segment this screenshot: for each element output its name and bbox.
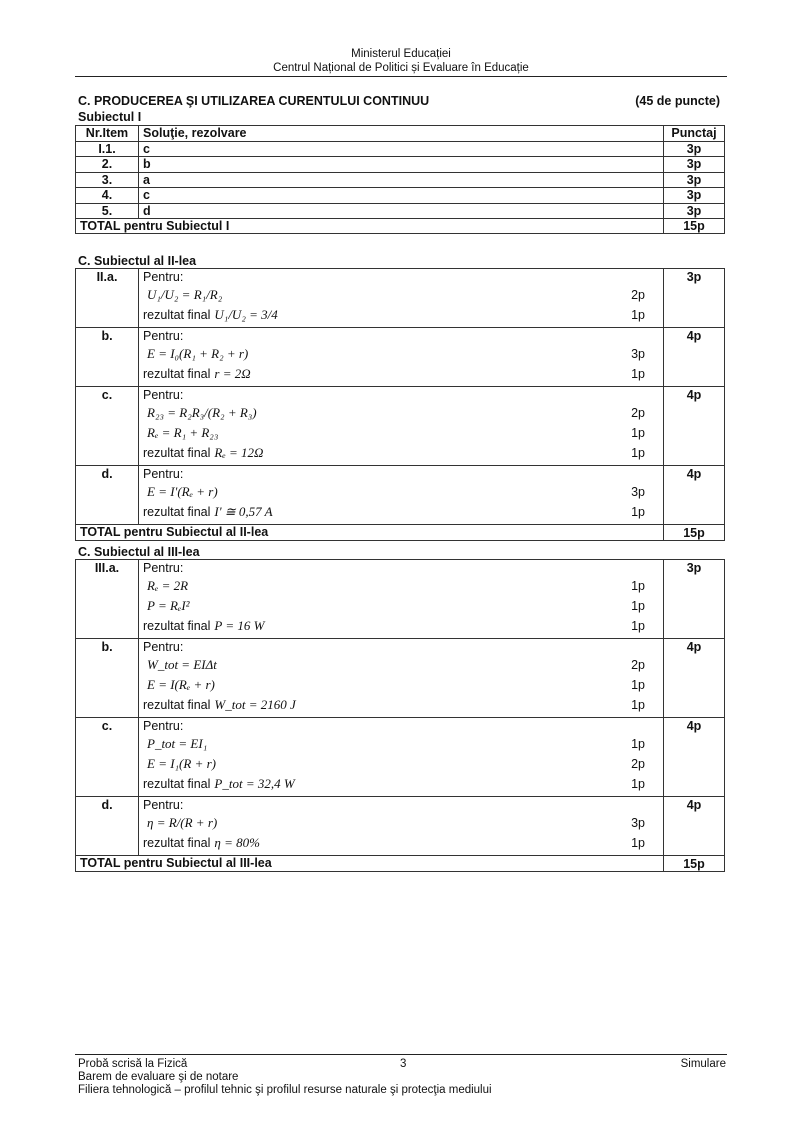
line-points: 2p — [631, 406, 645, 420]
scoring-line — [143, 502, 645, 522]
line-prefix: rezultat final — [143, 698, 211, 712]
line-points: 1p — [631, 678, 645, 692]
table-row — [76, 157, 725, 173]
table-row — [76, 269, 725, 328]
item-number: II.a. — [76, 269, 139, 328]
item-solution — [139, 387, 664, 466]
line-prefix: rezultat final — [143, 619, 211, 633]
line-prefix: rezultat final — [143, 777, 211, 791]
subject2-total-row — [76, 525, 725, 541]
table-row — [76, 203, 725, 219]
item-solution — [139, 718, 664, 797]
line-points: 1p — [631, 367, 645, 381]
footer-divider — [75, 1054, 727, 1055]
footer-session: Simulare — [680, 1058, 726, 1070]
item-answer: d — [139, 203, 664, 219]
table-row — [76, 797, 725, 856]
formula: U₁/U₂ = R₁/R₂ — [147, 287, 223, 302]
item-number: d. — [76, 466, 139, 525]
line-points: 1p — [631, 836, 645, 850]
formula: E = I₀(R₁ + R₂ + r) — [147, 346, 249, 361]
footer-barem: Barem de evaluare şi de notare — [78, 1071, 239, 1083]
line-prefix: rezultat final — [143, 505, 211, 519]
subject3-total-row — [76, 856, 725, 872]
item-points: 3p — [664, 203, 725, 219]
formula: P_tot = EI₁ — [147, 736, 208, 751]
scoring-line — [143, 833, 645, 853]
formula: Rₑ = 12Ω — [214, 445, 264, 460]
item-points: 4p — [664, 639, 725, 718]
item-points: 3p — [664, 560, 725, 639]
formula: W_tot = 2160 J — [214, 697, 296, 712]
total-points: 15p — [664, 219, 725, 234]
formula: r = 2Ω — [214, 366, 251, 381]
scoring-line — [143, 364, 645, 384]
line-points: 1p — [631, 446, 645, 460]
total-label: TOTAL pentru Subiectul al III-lea — [76, 856, 664, 872]
total-label: TOTAL pentru Subiectul al II-lea — [76, 525, 664, 541]
scoring-line — [143, 616, 645, 636]
item-intro: Pentru: — [143, 719, 184, 733]
formula: E = I'(Rₑ + r) — [147, 484, 218, 499]
table-row — [76, 328, 725, 387]
item-solution — [139, 639, 664, 718]
item-points: 3p — [664, 141, 725, 157]
line-points: 3p — [631, 816, 645, 830]
line-prefix: rezultat final — [143, 367, 211, 381]
scoring-line — [143, 774, 645, 794]
formula: R₂₃ = R₂R₃/(R₂ + R₃) — [147, 405, 257, 420]
page-header — [75, 47, 727, 75]
formula: P = 16 W — [214, 618, 265, 633]
formula: Rₑ = R₁ + R₂₃ — [147, 425, 219, 440]
header-ministry: Ministerul Educației — [351, 48, 451, 60]
total-points: 15p — [664, 856, 725, 872]
scoring-line — [143, 344, 645, 364]
formula: E = I(Rₑ + r) — [147, 677, 215, 692]
scoring-line — [143, 754, 645, 774]
item-number: I.1. — [76, 141, 139, 157]
line-points: 2p — [631, 658, 645, 672]
item-intro: Pentru: — [143, 798, 184, 812]
line-points: 1p — [631, 308, 645, 322]
line-prefix: rezultat final — [143, 836, 211, 850]
line-points: 1p — [631, 505, 645, 519]
item-solution — [139, 560, 664, 639]
formula: I' ≅ 0,57 A — [214, 504, 273, 519]
scoring-line — [143, 596, 645, 616]
item-number: d. — [76, 797, 139, 856]
scoring-line — [143, 423, 645, 443]
subject3-title: C. Subiectul al III-lea — [78, 545, 200, 559]
table-row — [76, 141, 725, 157]
item-answer: b — [139, 157, 664, 173]
item-number: c. — [76, 718, 139, 797]
line-points: 1p — [631, 777, 645, 791]
item-number: b. — [76, 639, 139, 718]
formula: P = RₑI² — [147, 598, 190, 613]
scoring-line — [143, 655, 645, 675]
section-points: (45 de puncte) — [635, 94, 720, 108]
item-intro: Pentru: — [143, 329, 184, 343]
line-prefix: rezultat final — [143, 308, 211, 322]
item-intro: Pentru: — [143, 270, 184, 284]
table-row — [76, 560, 725, 639]
line-points: 1p — [631, 579, 645, 593]
footer-track: Filiera tehnologică – profilul tehnic şi profilul resurse naturale şi protecţia mediului — [78, 1084, 492, 1096]
formula: W_tot = EIΔt — [147, 657, 217, 672]
formula: Rₑ = 2R — [147, 578, 189, 593]
item-number: 4. — [76, 188, 139, 204]
item-points: 3p — [664, 157, 725, 173]
page-number: 3 — [400, 1058, 407, 1070]
item-number: 5. — [76, 203, 139, 219]
total-points: 15p — [664, 525, 725, 541]
item-answer: a — [139, 172, 664, 188]
table-row — [76, 718, 725, 797]
item-number: 3. — [76, 172, 139, 188]
scoring-line — [143, 675, 645, 695]
item-points: 3p — [664, 269, 725, 328]
item-answer: c — [139, 141, 664, 157]
scoring-line — [143, 285, 645, 305]
scoring-line — [143, 403, 645, 423]
item-answer: c — [139, 188, 664, 204]
line-points: 1p — [631, 599, 645, 613]
formula: η = R/(R + r) — [147, 815, 218, 830]
item-intro: Pentru: — [143, 561, 184, 575]
item-number: c. — [76, 387, 139, 466]
item-points: 4p — [664, 718, 725, 797]
table-row — [76, 188, 725, 204]
table-header-row — [76, 126, 725, 142]
subject1-title: Subiectul I — [78, 110, 142, 124]
line-prefix: rezultat final — [143, 446, 211, 460]
scoring-line — [143, 576, 645, 596]
page-footer — [78, 1058, 726, 1097]
formula: η = 80% — [214, 835, 260, 850]
line-points: 1p — [631, 698, 645, 712]
item-points: 4p — [664, 466, 725, 525]
table-row — [76, 172, 725, 188]
line-points: 2p — [631, 288, 645, 302]
table-row — [76, 466, 725, 525]
formula: P_tot = 32,4 W — [214, 776, 295, 791]
line-points: 1p — [631, 619, 645, 633]
line-points: 1p — [631, 426, 645, 440]
line-points: 2p — [631, 757, 645, 771]
item-solution — [139, 328, 664, 387]
table-row — [76, 387, 725, 466]
item-number: 2. — [76, 157, 139, 173]
section-title: C. PRODUCEREA ŞI UTILIZAREA CURENTULUI CONTINUU — [78, 94, 430, 108]
subject3-table — [75, 559, 725, 872]
item-intro: Pentru: — [143, 467, 184, 481]
scoring-line — [143, 695, 645, 715]
line-points: 1p — [631, 737, 645, 751]
subject1-total-row — [76, 219, 725, 234]
item-number: III.a. — [76, 560, 139, 639]
item-intro: Pentru: — [143, 640, 184, 654]
item-points: 3p — [664, 172, 725, 188]
table-row — [76, 639, 725, 718]
item-intro: Pentru: — [143, 388, 184, 402]
scoring-line — [143, 813, 645, 833]
item-number: b. — [76, 328, 139, 387]
footer-exam-name: Probă scrisă la Fizică — [78, 1058, 188, 1070]
subject2-title: C. Subiectul al II-lea — [78, 254, 197, 268]
line-points: 3p — [631, 485, 645, 499]
scoring-line — [143, 305, 645, 325]
formula: E = I₁(R + r) — [147, 756, 216, 771]
formula: U₁/U₂ = 3/4 — [214, 307, 278, 322]
col-header-points: Punctaj — [664, 126, 725, 142]
subject2-table — [75, 268, 725, 541]
scoring-line — [143, 482, 645, 502]
subject1-table — [75, 125, 725, 234]
scoring-line — [143, 734, 645, 754]
line-points: 3p — [631, 347, 645, 361]
item-points: 4p — [664, 328, 725, 387]
scoring-line — [143, 443, 645, 463]
col-header-solution: Soluţie, rezolvare — [139, 126, 664, 142]
total-label: TOTAL pentru Subiectul I — [76, 219, 664, 234]
item-solution — [139, 797, 664, 856]
item-points: 3p — [664, 188, 725, 204]
item-points: 4p — [664, 797, 725, 856]
item-solution — [139, 269, 664, 328]
col-header-item: Nr.Item — [76, 126, 139, 142]
item-points: 4p — [664, 387, 725, 466]
header-divider — [75, 76, 727, 77]
header-center: Centrul Național de Politici și Evaluare în Educație — [273, 62, 529, 74]
item-solution — [139, 466, 664, 525]
